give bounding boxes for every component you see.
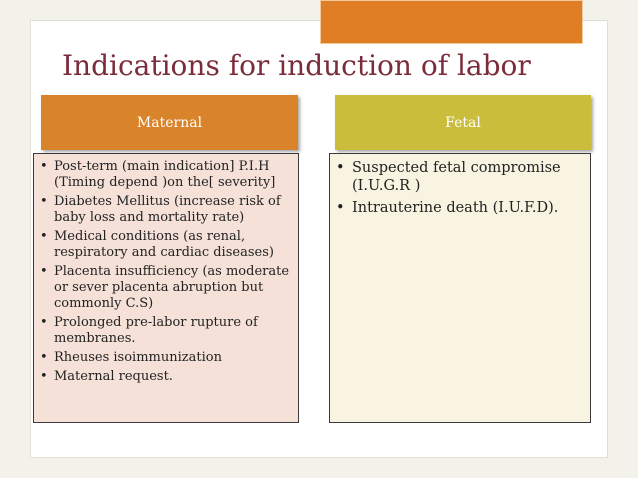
list-item: [40, 369, 292, 385]
list-item: [40, 315, 292, 347]
list-item-text: Rheuses isoimmunization: [54, 350, 222, 365]
list-item: [336, 159, 584, 195]
fetal-list: [336, 159, 584, 217]
list-item: [40, 229, 292, 261]
bullet-icon: •: [40, 194, 48, 209]
list-item: [40, 350, 292, 366]
bullet-icon: •: [40, 159, 48, 174]
bullet-icon: •: [40, 315, 48, 330]
list-item-text: Diabetes Mellitus (increase risk of baby loss and mortality rate): [54, 194, 281, 225]
fetal-list-box: [329, 153, 591, 423]
maternal-list-box: [33, 153, 299, 423]
list-item-text: Maternal request.: [54, 369, 173, 384]
list-item: [40, 194, 292, 226]
slide-title: Indications for induction of labor: [62, 49, 531, 82]
bullet-icon: •: [336, 160, 345, 176]
bullet-icon: •: [40, 369, 48, 384]
list-item-text: Post-term (main indication] P.I.H (Timing depend )on the[ severity]: [54, 159, 276, 190]
list-item-text: Prolonged pre-labor rupture of membranes.: [54, 315, 258, 346]
maternal-list: [40, 159, 292, 385]
list-item: [336, 199, 584, 217]
accent-bar: [320, 0, 583, 44]
list-item-text: Suspected fetal compromise (I.U.G.R ): [352, 160, 561, 194]
bullet-icon: •: [40, 350, 48, 365]
bullet-icon: •: [336, 200, 345, 216]
list-item-text: Medical conditions (as renal, respiratory and cardiac diseases): [54, 229, 274, 260]
bullet-icon: •: [40, 264, 48, 279]
list-item: [40, 159, 292, 191]
list-item-text: Placenta insufficiency (as moderate or sever placenta abruption but commonly C.S): [54, 264, 290, 311]
fetal-header: Fetal: [335, 95, 591, 150]
list-item: [40, 264, 292, 312]
bullet-icon: •: [40, 229, 48, 244]
maternal-header: Maternal: [41, 95, 298, 150]
list-item-text: Intrauterine death (I.U.F.D).: [352, 200, 559, 216]
